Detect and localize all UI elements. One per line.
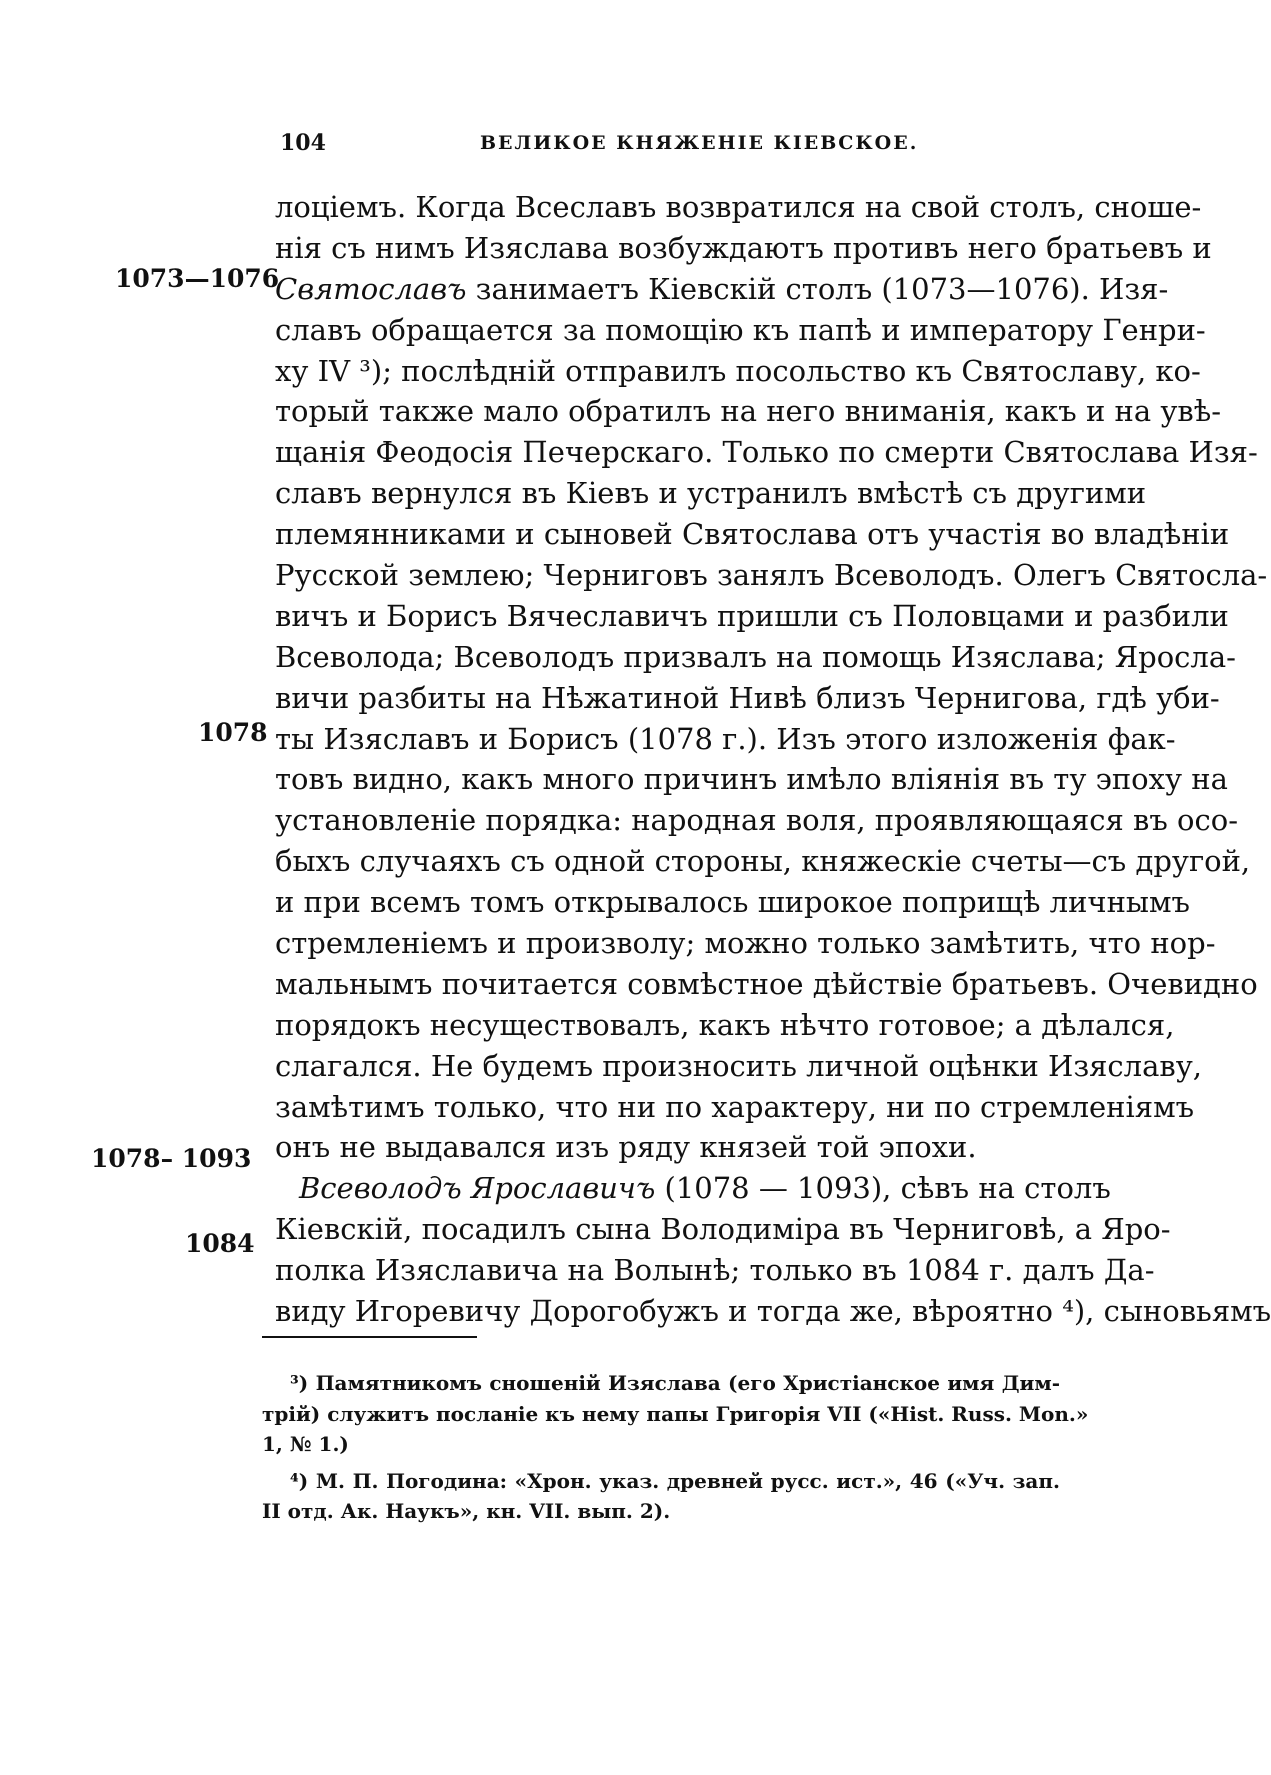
text-line: мальнымъ почитается совмѣстное дѣйствіе братьевъ. Очевидно	[275, 966, 1258, 1001]
text-line: Всеволода; Всеволодъ призвалъ на помощь Изяслава; Яросла-	[275, 639, 1236, 674]
margin-date-1078: 1078	[198, 718, 268, 747]
margin-date-1078-1093: 1078– 1093	[91, 1144, 252, 1173]
text-line: Всеволодъ Ярославичъ (1078 — 1093), сѣвъ на столъ	[299, 1171, 1111, 1206]
text-line: быхъ случаяхъ съ одной стороны, княжескіе счеты—съ другой,	[275, 844, 1251, 879]
page-header	[280, 130, 1060, 160]
text-line: щанія Феодосія Печерскаго. Только по смерти Святослава Изя-	[275, 435, 1258, 470]
text-line: замѣтимъ только, что ни по характеру, ни по стремленіямъ	[275, 1089, 1195, 1124]
text-line: славъ обращается за помощію къ папѣ и императору Генри-	[275, 312, 1206, 347]
footnote-4-line: II отд. Ак. Наукъ», кн. VII. вып. 2).	[262, 1499, 671, 1523]
text-line: онъ не выдавался изъ ряду князей той эпохи.	[275, 1130, 977, 1165]
footnote-3-line: ³) Памятникомъ сношеній Изяслава (его Христіанское имя Дим-	[290, 1371, 1060, 1395]
text-line: Русской землею; Черниговъ занялъ Всеволодъ. Олегъ Святосла-	[275, 558, 1268, 593]
text-line: товъ видно, какъ много причинъ имѣло вліянія въ ту эпоху на	[275, 762, 1228, 797]
text-line: славъ вернулся въ Кіевъ и устранилъ вмѣстѣ съ другими	[275, 476, 1147, 511]
page-number: 104	[280, 130, 326, 156]
text-line: вичъ и Борисъ Вячеславичъ пришли съ Половцами и разбили	[275, 598, 1229, 633]
footnote-3-line: трій) служитъ посланіе къ нему папы Григорія VII («Hist. Russ. Mon.»	[262, 1401, 1089, 1426]
footnote-separator	[262, 1336, 477, 1338]
text-line: виду Игоревичу Дорогобужъ и тогда же, вѣроятно ⁴), сыновьямъ	[275, 1294, 1271, 1329]
text-line: Кіевскій, посадилъ сына Володиміра въ Черниговѣ, а Яро-	[275, 1212, 1171, 1247]
name-svyatoslav: Святославъ	[275, 271, 467, 306]
text-line: слагался. Не будемъ произносить личной оцѣнки Изяславу,	[275, 1048, 1202, 1083]
margin-date-1084: 1084	[185, 1229, 255, 1258]
footnote-4-line: ⁴) М. П. Погодина: «Хрон. указ. древней русс. ист.», 46 («Уч. зап.	[290, 1468, 1060, 1493]
text-line: племянниками и сыновей Святослава отъ участія во владѣніи	[275, 517, 1230, 552]
running-title: ВЕЛИКОЕ КНЯЖЕНІЕ КІЕВСКОЕ.	[480, 132, 919, 154]
text-line: стремленіемъ и произволу; можно только замѣтить, что нор-	[275, 926, 1216, 961]
text-line: установленіе порядка: народная воля, проявляющаяся въ осо-	[275, 803, 1238, 838]
text-line: нія съ нимъ Изяслава возбуждаютъ противъ него братьевъ и	[275, 230, 1212, 265]
text-line: порядокъ несуществовалъ, какъ нѣчто готовое; а дѣлался,	[275, 1007, 1175, 1042]
footnote-3-line: 1, № 1.)	[262, 1432, 349, 1456]
text-line: полка Изяславича на Волынѣ; только въ 1084 г. далъ Да-	[275, 1253, 1155, 1288]
text-line: Святославъ занимаетъ Кіевскій столъ (1073—1076). Изя-	[275, 271, 1169, 306]
text-line: и при всемъ томъ открывалось широкое поприщѣ личнымъ	[275, 885, 1190, 920]
main-text	[275, 187, 1271, 1332]
text-line: лоцiемъ. Когда Всеславъ возвратился на свой столъ, сноше-	[275, 190, 1202, 224]
footnotes	[262, 1368, 1089, 1527]
text-line: ты Изяславъ и Борисъ (1078 г.). Изъ этого изложенія фак-	[275, 721, 1176, 756]
text-line: торый также мало обратилъ на него вниманія, какъ и на увѣ-	[275, 394, 1222, 429]
name-vsevolod: Всеволодъ Ярославичъ	[299, 1171, 656, 1206]
text-line: ху IV ³); послѣдній отправилъ посольство къ Святославу, ко-	[275, 353, 1201, 388]
text-line: вичи разбиты на Нѣжатиной Нивѣ близъ Чернигова, гдѣ уби-	[275, 680, 1220, 715]
margin-date-1073-1076: 1073—1076	[115, 264, 280, 293]
